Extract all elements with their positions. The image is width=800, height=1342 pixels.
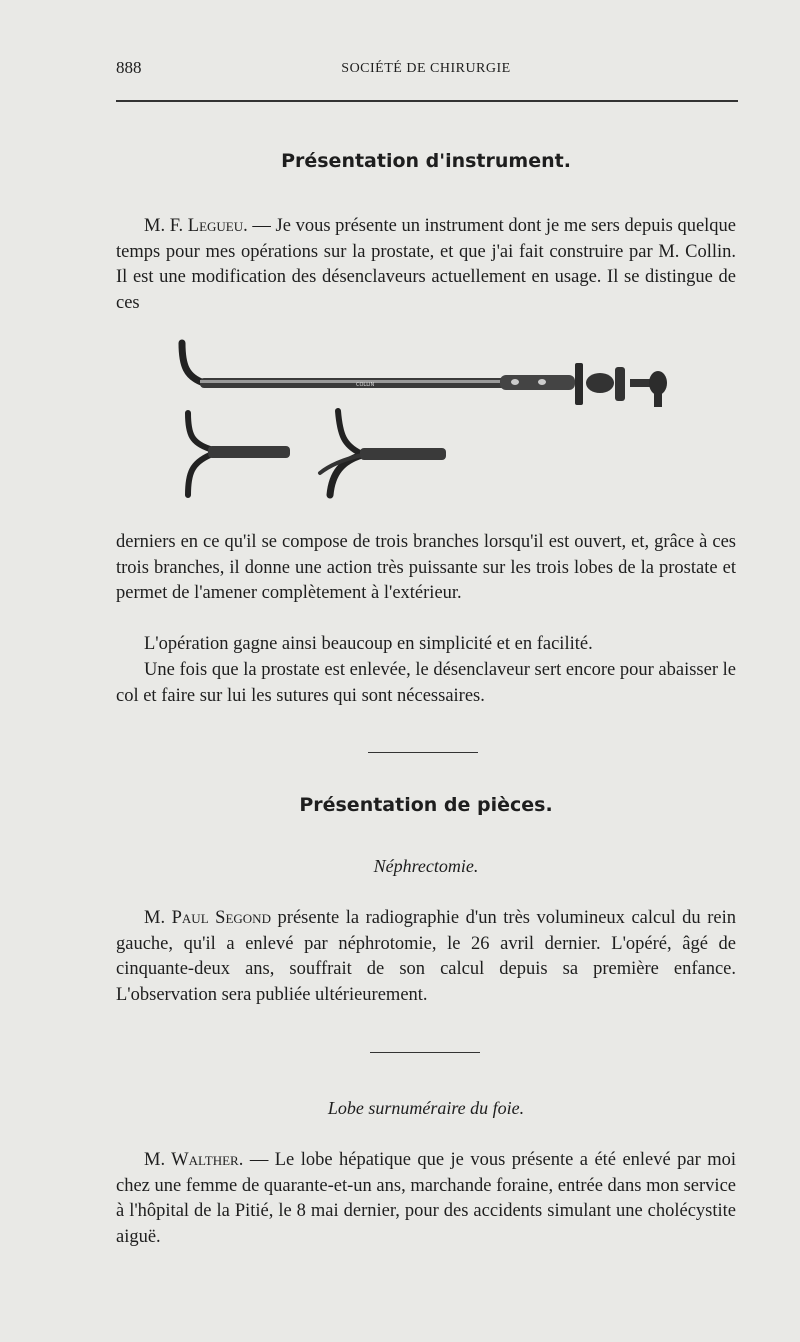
paragraph-legueu-result: L'opération gagne ainsi beaucoup en simplicité et en facilité. xyxy=(144,634,593,654)
speaker-name: M. F. Legueu. xyxy=(144,216,248,236)
instrument-hook xyxy=(182,343,204,383)
tip-open-shaft xyxy=(360,448,446,460)
page-header xyxy=(116,58,736,88)
paragraph-segond xyxy=(116,906,736,1008)
instrument-handle xyxy=(586,373,614,393)
tip-closed-upper xyxy=(188,413,210,449)
subheading-lobe-surnumeraire: Lobe surnuméraire du foie. xyxy=(327,1098,525,1118)
tip-closed-lower xyxy=(188,455,210,495)
section-heading-pieces: Présentation de pièces. xyxy=(299,794,553,816)
paragraph-legueu-closing: Une fois que la prostate est enlevée, le désenclaveur sert encore pour abaisser le col et faire sur lui les sutures qui sont nécessaires. xyxy=(116,660,736,706)
paragraph-walther xyxy=(116,1148,736,1250)
desenclaveur-drawing xyxy=(170,335,690,510)
paragraph-legueu-intro xyxy=(116,214,736,316)
paragraph-text: présente la radiographie d'un très volumineux calcul du rein gauche, qu'il a enlevé par néphrotomie, le 26 avril dernier. L'opéré, âgé de cinquante-deux ans, souffrait de son calcul depuis sa première enfance. L'observation sera publiée ultérieurement. xyxy=(116,908,736,1005)
header-rule xyxy=(116,100,738,102)
subheading-nephrectomie: Néphrectomie. xyxy=(373,856,479,876)
section-divider xyxy=(368,752,478,753)
instrument-illustration xyxy=(170,335,690,510)
running-title: SOCIÉTÉ DE CHIRURGIE xyxy=(341,61,511,76)
tip-closed-shaft xyxy=(208,446,290,458)
instrument-mark: COLLIN xyxy=(356,382,375,388)
speaker-name: M. Walther. xyxy=(144,1150,244,1170)
tip-open-upper xyxy=(338,411,360,453)
page-number: 888 xyxy=(116,58,142,77)
instrument-knob xyxy=(649,371,667,395)
speaker-name: M. Paul Segond xyxy=(144,908,271,928)
paragraph-text: — Le lobe hépatique que je vous présente a été enlevé par moi chez une femme de quarante-et-un ans, marchande foraine, entrée dans mon service à l'hôpital de la Pitié, le 8 mai dernier, pour des accidents simulant une cholécystite aiguë. xyxy=(116,1150,737,1247)
section-heading-instrument: Présentation d'instrument. xyxy=(281,150,571,172)
paragraph-legueu-continued: derniers en ce qu'il se compose de trois branches lorsqu'il est ouvert, et, grâce à ces trois branches, il donne une action très puissante sur les trois lobes de la prostate et permet de l'amener complètement à l'extérieur. xyxy=(116,532,736,603)
instrument-guard xyxy=(575,363,583,405)
paragraph-text: — Je vous présente un instrument dont je me sers depuis quelque temps pour mes opérations sur la prostate, et que j'ai fait construire par M. Collin. Il est une modification des désenclaveurs actuellement en usage. Il se distingue de ces xyxy=(116,216,737,313)
subsection-divider xyxy=(370,1052,480,1053)
